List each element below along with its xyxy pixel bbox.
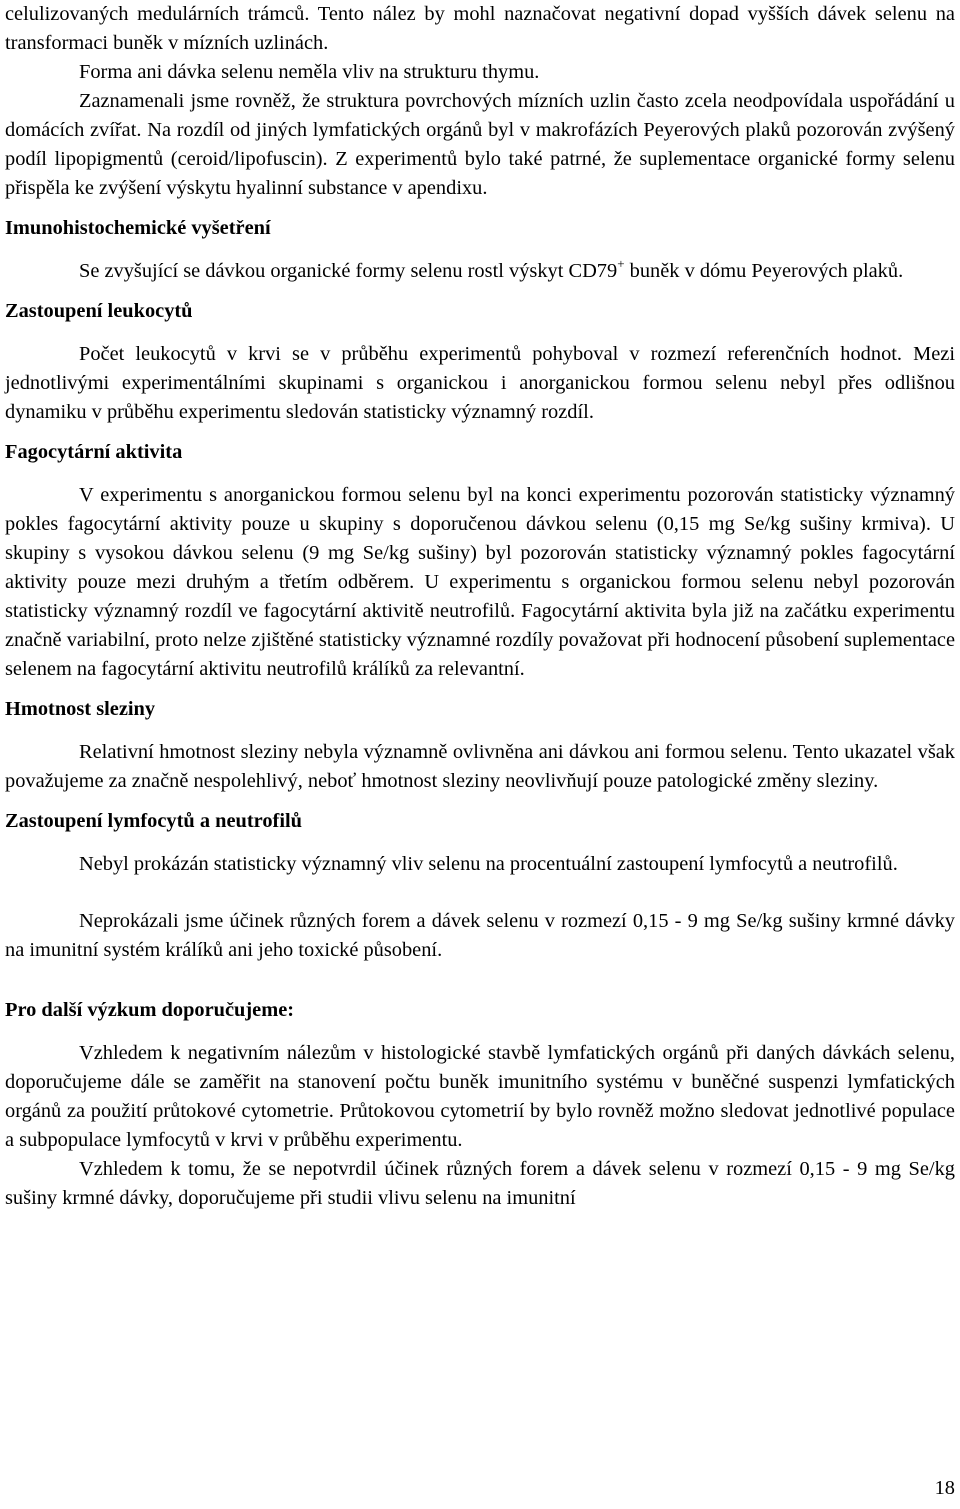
intro-paragraph-1: celulizovaných medulárních trámců. Tento nález by mohl naznačovat negativní dopad vyšších dávek selenu na transformaci buněk v mízních uzlinách. bbox=[5, 3, 955, 54]
heading-hmotnost-sleziny: Hmotnost sleziny bbox=[5, 698, 156, 720]
intro-paragraph-3: Zaznamenali jsme rovněž, že struktura povrchových mízních uzlin často zcela neodpovídala uspořádání u domácích zvířat. Na rozdíl od jiných lymfatických orgánů byl v makrofázích Peyerových plaků pozorován zvýšený podíl lipopigmentů (ceroid/lipofuscin). Z experimentů bylo také patrné, že suplementace organické formy selenu přispěla ke zvýšení výskytu hyalinní substance v apendixu. bbox=[5, 90, 955, 199]
page-number: 18 bbox=[934, 1477, 955, 1499]
intro-paragraph-2: Forma ani dávka selenu neměla vliv na strukturu thymu. bbox=[79, 61, 540, 83]
paragraph-hmotnost-sleziny: Relativní hmotnost sleziny nebyla významně ovlivněna ani dávkou ani formou selenu. Tento ukazatel však považujeme za značně nespolehlivý, neboť hmotnost sleziny neovlivňují pouze patologické změny sleziny. bbox=[5, 741, 955, 792]
imuno-superscript: + bbox=[617, 256, 625, 271]
paragraph-recommendation-2: Vzhledem k tomu, že se nepotvrdil účinek různých forem a dávek selenu v rozmezí 0,15 - 9 mg Se/kg sušiny krmné dávky, doporučujeme při studii vlivu selenu na imunitní bbox=[5, 1158, 955, 1209]
paragraph-recommendation-1: Vzhledem k negativním nálezům v histologické stavbě lymfatických orgánů při daných dávkách selenu, doporučujeme dále se zaměřit na stanovení počtu buněk imunitního systému v buněčné suspenzi lymfatických orgánů za použití průtokové cytometrie. Průtokovou cytometrií by bylo rovněž možno sledovat jednotlivé populace a subpopulace lymfocytů v krvi v průběhu experimentu. bbox=[5, 1042, 955, 1151]
paragraph-imunohistochemie bbox=[5, 257, 955, 286]
heading-leukocyty: Zastoupení leukocytů bbox=[5, 300, 193, 322]
imuno-text-before: Se zvyšující se dávkou organické formy selenu rostl výskyt CD79 bbox=[79, 260, 618, 282]
document-page bbox=[5, 0, 955, 1213]
paragraph-fagocytarni-aktivita: V experimentu s anorganickou formou selenu byl na konci experimentu pozorován statisticky významný pokles fagocytární aktivity pouze u skupiny s doporučenou dávkou selenu (0,15 mg Se/kg sušiny krmiva). U skupiny s vysokou dávkou selenu (9 mg Se/kg sušiny) byl pozorován statisticky významný pokles fagocytární aktivity pouze mezi druhým a třetím odběrem. U experimentu s organickou formou selenu nebyl pozorován statisticky významný rozdíl ve fagocytární aktivitě neutrofilů. Fagocytární aktivita byla již na začátku experimentu značně variabilní, proto nelze zjištěné statisticky významné rozdíly považovat při hodnocení působení suplementace selenem na fagocytární aktivitu neutrofilů králíků za relevantní. bbox=[5, 484, 955, 680]
paragraph-lymfocyty-neutrofily: Nebyl prokázán statisticky významný vliv selenu na procentuální zastoupení lymfocytů a neutrofilů. bbox=[79, 853, 898, 875]
heading-fagocytarni-aktivita: Fagocytární aktivita bbox=[5, 441, 183, 463]
heading-lymfocyty-neutrofily: Zastoupení lymfocytů a neutrofilů bbox=[5, 810, 303, 832]
imuno-text-after: buněk v dómu Peyerových plaků. bbox=[624, 260, 904, 282]
heading-imunohistochemie: Imunohistochemické vyšetření bbox=[5, 217, 271, 239]
heading-recommendations: Pro další výzkum doporučujeme: bbox=[5, 999, 295, 1021]
paragraph-leukocyty: Počet leukocytů v krvi se v průběhu experimentů pohyboval v rozmezí referenčních hodnot. Mezi jednotlivými experimentálními skupinami s organickou i anorganickou formou selenu nebyl přes odlišnou dynamiku v průběhu experimentu sledován statisticky významný rozdíl. bbox=[5, 343, 955, 423]
paragraph-conclusion: Neprokázali jsme účinek různých forem a dávek selenu v rozmezí 0,15 - 9 mg Se/kg sušiny krmné dávky na imunitní systém králíků ani jeho toxické působení. bbox=[5, 910, 955, 961]
